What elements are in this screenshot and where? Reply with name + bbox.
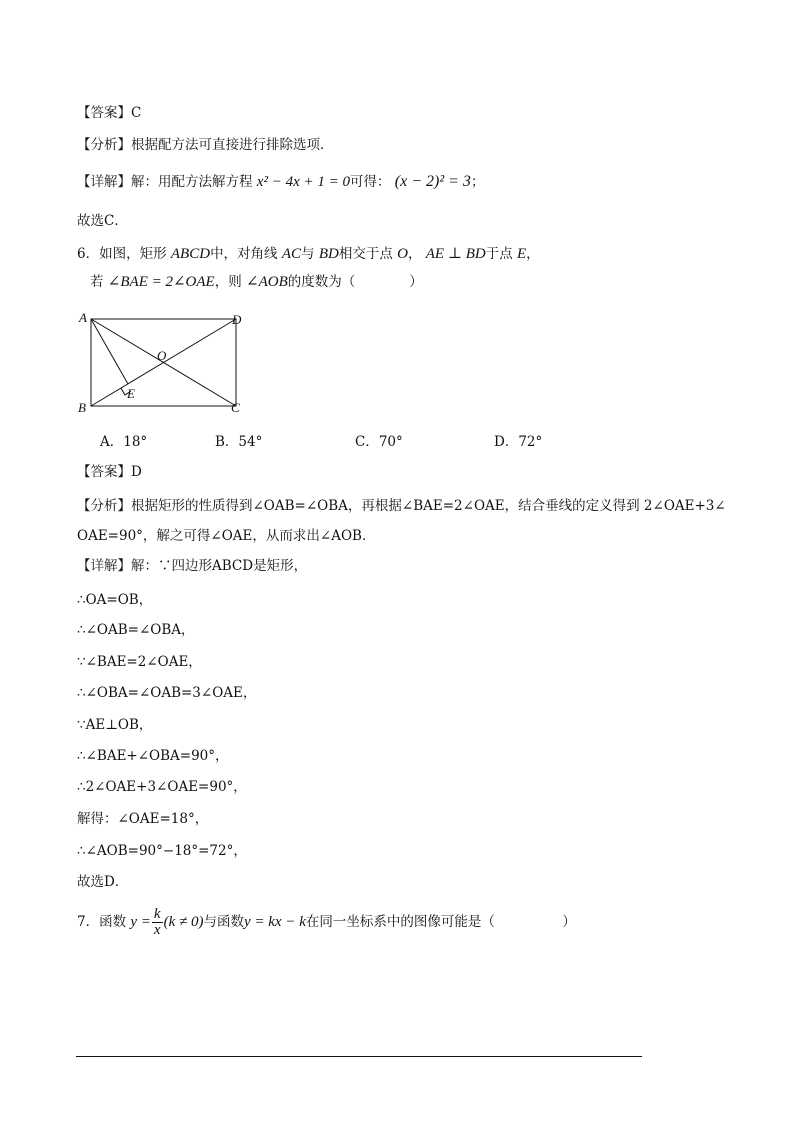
q5-answer: [77, 103, 141, 123]
perp-statement: AE ⊥ BD: [425, 246, 486, 262]
point-o: O: [397, 246, 408, 262]
question-number: 7．: [77, 914, 100, 930]
equation: x² − 4x + 1 = 0: [256, 174, 350, 190]
stem-text: 与函数: [203, 914, 244, 930]
rectangle-figure: [74, 308, 264, 418]
target-angle: ∠AOB: [246, 274, 288, 290]
condition: ∠BAE = 2∠OAE: [107, 274, 215, 290]
proof-step: ∵AE⊥OB，: [77, 717, 153, 733]
answer-tag: 【答案】: [77, 105, 131, 121]
analysis-text: 根据矩形的性质得到∠OAB=∠OBA，再根据∠BAE=2∠OAE，结合垂线的定义得到 2∠OAE+3∠: [131, 498, 726, 514]
option-c[interactable]: [355, 430, 403, 450]
label-b: B: [78, 400, 86, 415]
answer-value: C: [131, 105, 142, 121]
stem-text: 于点: [485, 246, 513, 262]
q6-analysis-line2: OAE=90°，解之可得∠OAE，从而求出∠AOB．: [77, 528, 376, 544]
proof-step: ∵∠BAE=2∠OAE，: [77, 654, 202, 670]
q6-conclusion: 故选D．: [77, 874, 129, 890]
detail-tag: 【详解】: [77, 558, 131, 574]
stem-text: 相交于点: [338, 246, 393, 262]
option-value: 70°: [378, 434, 403, 450]
q6-stem-line2: [90, 272, 423, 292]
stem-text: 的度数为（ ）: [287, 274, 423, 290]
label-d: D: [232, 312, 242, 327]
option-letter: C．: [355, 434, 379, 450]
q6-stem-line1: [77, 244, 540, 264]
fraction-k-over-x: [152, 907, 163, 938]
proof-step: ∴∠BAE+∠OBA=90°，: [77, 748, 229, 764]
rect-name: ABCD: [170, 246, 211, 262]
q7-stem: [77, 906, 576, 938]
q5-detail: [77, 172, 484, 192]
segment-ae: [91, 319, 128, 384]
answer-value: D: [131, 464, 142, 480]
label-c: C: [231, 400, 240, 415]
k-condition: (k ≠ 0): [163, 914, 204, 930]
result-equation: (x − 2)² = 3: [394, 173, 471, 190]
option-value: 54°: [238, 434, 263, 450]
label-a: A: [79, 310, 87, 325]
proof-step: ∴∠AOB=90°−18°=72°，: [77, 843, 247, 859]
q5-analysis: [77, 135, 334, 155]
label-o: O: [157, 348, 167, 363]
stem-text: 若: [90, 274, 104, 290]
option-d[interactable]: [494, 430, 542, 450]
option-letter: A．: [100, 434, 124, 450]
proof-step: ∴∠OAB=∠OBA，: [77, 622, 195, 638]
option-letter: D．: [494, 434, 519, 450]
stem-text: ，: [407, 246, 422, 262]
q6-answer: [77, 462, 142, 482]
proof-step: ∴OA=OB，: [77, 592, 153, 608]
detail-prefix: 解：用配方法解方程: [131, 174, 253, 190]
option-value: 72°: [518, 434, 543, 450]
option-b[interactable]: [215, 430, 262, 450]
stem-text: ，: [526, 246, 540, 262]
linear-function: y = kx − k: [243, 914, 306, 930]
numerator: k: [153, 906, 161, 922]
stem-text: 与: [301, 246, 315, 262]
y-equals: y =: [130, 914, 151, 930]
analysis-tag: 【分析】: [77, 498, 131, 514]
answer-tag: 【答案】: [77, 464, 131, 480]
option-value: 18°: [123, 434, 148, 450]
question-number: 6．: [77, 246, 100, 262]
proof-step: ∴2∠OAE+3∠OAE=90°，: [77, 779, 247, 795]
diag-ac: AC: [281, 246, 302, 262]
option-letter: B．: [215, 434, 239, 450]
stem-text: 函数: [99, 914, 127, 930]
stem-text: 如图，矩形: [99, 246, 167, 262]
stem-text: 在同一坐标系中的图像可能是（ ）: [305, 914, 576, 930]
proof-step: ∴∠OBA=∠OAB=3∠OAE，: [77, 685, 257, 701]
point-e: E: [517, 246, 527, 262]
analysis-tag: 【分析】: [77, 137, 131, 153]
detail-middle: 可得：: [349, 174, 391, 190]
analysis-text: 根据配方法可直接进行排除选项．: [131, 137, 334, 153]
q6-detail-intro: [77, 556, 307, 576]
stem-text: ，则: [214, 274, 242, 290]
detail-end: ；: [470, 174, 485, 190]
option-a[interactable]: [100, 430, 147, 450]
proof-step: 解得：∠OAE=18°，: [77, 811, 209, 827]
detail-tag: 【详解】: [77, 174, 131, 190]
detail-text: 解：∵四边形ABCD是矩形，: [131, 558, 308, 574]
stem-text: 中，对角线: [210, 246, 278, 262]
q6-analysis-line1: [77, 496, 726, 516]
footer-rule: [76, 1056, 642, 1057]
label-e: E: [127, 386, 135, 401]
diag-bd: BD: [318, 246, 339, 262]
denominator: x: [153, 922, 161, 938]
q5-conclusion: 故选C．: [77, 213, 128, 229]
